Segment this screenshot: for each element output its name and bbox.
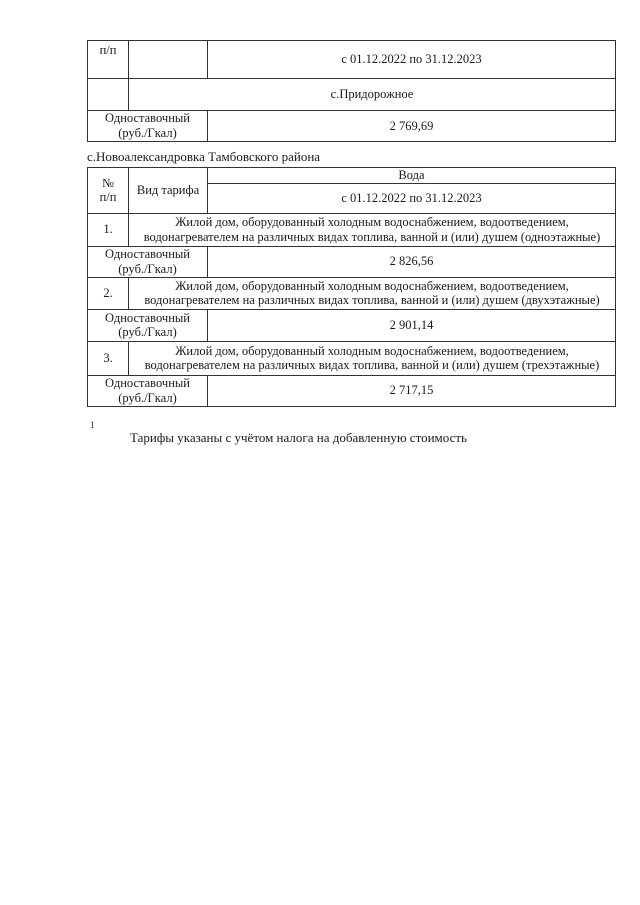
rate-value: 2 826,56	[389, 254, 434, 269]
rate-label-line-2: (руб./Гкал)	[118, 390, 177, 405]
rate-row	[88, 375, 616, 406]
num-header-cell	[88, 168, 129, 214]
header-period-cell	[208, 41, 616, 79]
period-header: с 01.12.2022 по 31.12.2023	[341, 190, 482, 205]
tariff-type-header: Вид тарифа	[136, 183, 200, 197]
rate-label-cell	[88, 309, 208, 341]
rate-label-line-2: (руб./Гкал)	[118, 325, 177, 340]
row-num: 1.	[103, 222, 113, 237]
top-table-header-row	[88, 41, 616, 79]
resource-header-cell	[208, 168, 616, 184]
rate-value-cell	[208, 309, 616, 341]
row-desc-line-1: Жилой дом, оборудованный холодным водоснабжением, водоотведением,	[175, 343, 569, 358]
rate-value: 2 717,15	[389, 383, 434, 398]
rate-label-line-1: Одноставочный	[105, 247, 190, 261]
table-row	[88, 213, 616, 246]
header-row-1	[88, 168, 616, 184]
rate-row	[88, 309, 616, 341]
village-row	[88, 79, 616, 111]
row-num: 3.	[103, 350, 113, 365]
rate-label-cell	[88, 111, 208, 142]
rate-value-cell	[208, 375, 616, 406]
row-num: 2.	[103, 285, 113, 300]
row-desc-line-2: водонагревателем на различных видах топлива, ванной и (или) душем (одноэтажные)	[143, 229, 601, 244]
rate-value: 2 901,14	[389, 317, 434, 332]
header-num-label: п/п	[99, 43, 117, 57]
top-tariff-table	[87, 40, 616, 142]
rate-row	[88, 246, 616, 277]
period-header-cell	[208, 183, 616, 213]
rate-value-cell	[208, 111, 616, 142]
row-desc-line-1: Жилой дом, оборудованный холодным водоснабжением, водоотведением,	[175, 215, 569, 229]
rate-value: 2 769,69	[389, 118, 434, 133]
row-desc-line-1: Жилой дом, оборудованный холодным водоснабжением, водоотведением,	[175, 278, 569, 293]
resource-header: Вода	[398, 168, 425, 182]
row-desc-cell	[129, 341, 616, 375]
rate-label-line-2: (руб./Гкал)	[118, 126, 177, 140]
row-num-cell	[88, 213, 129, 246]
rate-label-line-1: Одноставочный	[105, 111, 190, 126]
rate-value-cell	[208, 246, 616, 277]
footnote-mark: 1	[90, 420, 95, 430]
rate-label-line-1: Одноставочный	[105, 376, 190, 390]
village-name: с.Придорожное	[330, 87, 414, 102]
vat-note: Тарифы указаны с учётом налога на добавленную стоимость	[130, 430, 467, 445]
row-desc-line-2: водонагревателем на различных видах топлива, ванной и (или) душем (двухэтажные)	[144, 293, 600, 308]
row-desc-cell	[129, 277, 616, 309]
settlement-title: с.Новоалександровка Тамбовского района	[87, 149, 321, 164]
header-num-cell	[88, 41, 129, 79]
tariff-type-header-cell	[129, 168, 208, 214]
village-num-cell	[88, 79, 129, 111]
row-num-cell	[88, 277, 129, 309]
village-name-cell	[129, 79, 616, 111]
row-num-cell	[88, 341, 129, 375]
num-header-line-1: №	[102, 175, 114, 190]
rate-row	[88, 111, 616, 142]
rate-label-line-1: Одноставочный	[105, 310, 190, 325]
rate-label-cell	[88, 246, 208, 277]
rate-label-line-2: (руб./Гкал)	[118, 261, 177, 276]
rate-label-cell	[88, 375, 208, 406]
row-desc-line-2: водонагревателем на различных видах топлива, ванной и (или) душем (трехэтажные)	[144, 358, 600, 373]
period-label: с 01.12.2022 по 31.12.2023	[341, 52, 482, 67]
header-empty-cell	[129, 41, 208, 79]
row-desc-cell	[129, 213, 616, 246]
num-header-line-2: п/п	[99, 190, 117, 205]
main-tariff-table	[87, 167, 616, 407]
table-row	[88, 277, 616, 309]
table-row	[88, 341, 616, 375]
